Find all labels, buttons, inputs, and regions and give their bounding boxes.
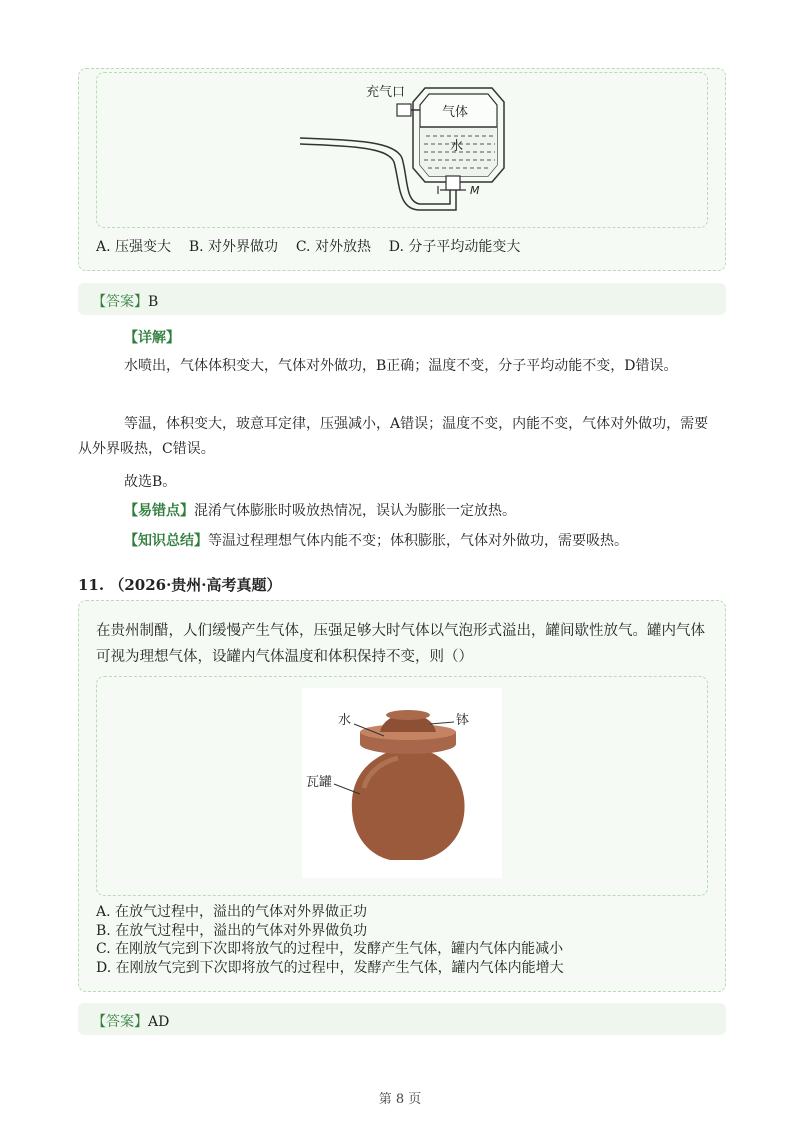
option-a: A. 压强变大 bbox=[96, 239, 172, 255]
knowledge-summary: 【知识总结】等温过程理想气体内能不变；体积膨胀，气体对外做功，需要吸热。 bbox=[124, 533, 628, 549]
answer-tag: 【答案】 bbox=[92, 294, 148, 310]
explanation-paragraph-2: 等温，体积变大，玻意耳定律，压强减小，A错误；温度不变，内能不变，气体对外做功，需要从外界吸热，C错误。 bbox=[78, 416, 709, 457]
vinegar-jar-figure bbox=[302, 688, 502, 878]
valve-label: M bbox=[470, 184, 480, 197]
option-b: B. 在放气过程中，溢出的气体对外界做负功 bbox=[96, 922, 368, 939]
inlet-label: 充气口 bbox=[366, 85, 406, 100]
answer-value: AD bbox=[148, 1014, 170, 1030]
gas-label: 气体 bbox=[442, 105, 469, 120]
mistake-tag: 【易错点】 bbox=[124, 503, 194, 519]
question-10-answer-bar bbox=[78, 283, 726, 315]
question-11-options bbox=[96, 903, 564, 977]
answer-tag: 【答案】 bbox=[92, 1014, 148, 1030]
jar-label: 瓦罐 bbox=[306, 775, 333, 790]
gas-tank-diagram bbox=[290, 76, 530, 216]
explanation-heading bbox=[124, 326, 764, 351]
question-10-options bbox=[96, 236, 520, 256]
explanation-paragraph-3: 故选B。 bbox=[124, 474, 177, 490]
option-c: C. 对外放热 bbox=[295, 239, 371, 255]
explanation-paragraph-1: 水喷出，气体体积变大，气体对外做功，B正确；温度不变，分子平均动能不变，D错误。 bbox=[124, 358, 678, 374]
option-c: C. 在刚放气完到下次即将放气的过程中，发酵产生气体，罐内气体内能减小 bbox=[96, 941, 564, 957]
water-label: 水 bbox=[450, 139, 464, 154]
mistake-point: 【易错点】混淆气体膨胀时吸放热情况，误认为膨胀一定放热。 bbox=[124, 503, 516, 519]
option-b: B. 对外界做功 bbox=[188, 239, 279, 255]
question-11-answer-bar bbox=[78, 1003, 726, 1035]
page-number: 第 8 页 bbox=[378, 1092, 422, 1107]
question-11-stem: 在贵州制醋，人们缓慢产生气体，压强足够大时气体以气泡形式溢出，罐间歇性放气。罐内气体可视为理想气体，设罐内气体温度和体积保持不变，则（） bbox=[96, 623, 705, 665]
water-label: 水 bbox=[338, 713, 352, 728]
option-d: D. 在刚放气完到下次即将放气的过程中，发酵产生气体，罐内气体内能增大 bbox=[96, 959, 564, 976]
answer-value: B bbox=[148, 294, 159, 310]
bowl-label: 钵 bbox=[456, 713, 470, 728]
option-a: A. 在放气过程中，溢出的气体对外界做正功 bbox=[96, 904, 368, 920]
summary-tag: 【知识总结】 bbox=[124, 533, 208, 549]
option-d: D. 分子平均动能变大 bbox=[388, 239, 521, 255]
question-11-header: 11. （2026·贵州·高考真题） bbox=[78, 576, 282, 594]
explain-tag: 【详解】 bbox=[124, 330, 180, 346]
